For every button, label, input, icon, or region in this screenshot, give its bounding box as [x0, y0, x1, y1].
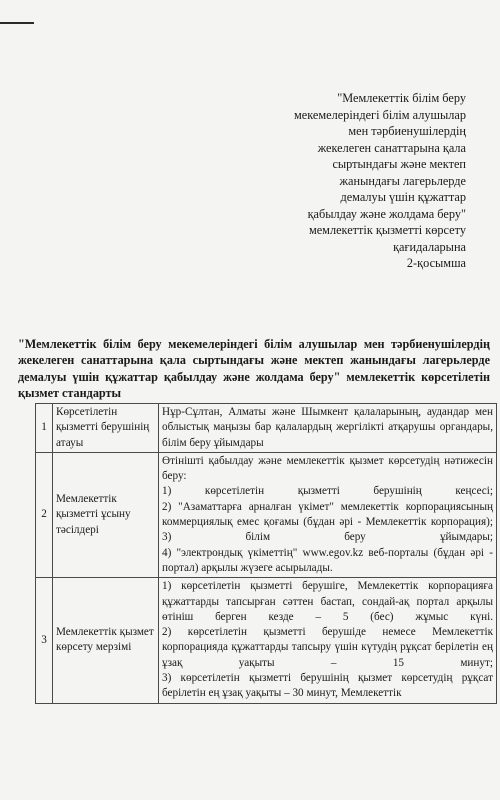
- appendix-line: демалуы үшін құжаттар: [340, 190, 466, 204]
- value-line: 4) "электрондық үкіметтің" www.egov.kz веб-порталы (бұдан әрі - портал) арқылы жүзеге асырылады.: [162, 546, 493, 574]
- appendix-number: 2-қосымша: [406, 256, 466, 270]
- value-line: 3) білім беру ұйымдары;: [162, 531, 493, 544]
- value-line: Нұр-Сұлтан, Алматы және Шымкент қалаларының, аудандар мен облыстық маңызы бар қалалардың жергілікті атқарушы органдары, білім беру ұйымдары: [162, 406, 493, 449]
- row-number: 1: [36, 404, 53, 453]
- document-title: "Мемлекеттік білім беру мекемелеріндегі білім алушылар мен тәрбиенушілердің жекелеген санаттарына қала сыртындағы және мектеп жанындағы лагерьлерде демалуы үшін құжаттар қабылдау және жолдама беру" мемлекеттік көрсетілетін қызмет стандарты: [18, 337, 490, 401]
- row-label: Мемлекеттік қызметті ұсыну тәсілдері: [53, 452, 159, 577]
- appendix-reference: [216, 90, 466, 272]
- row-number: 2: [36, 452, 53, 577]
- table-row: [36, 578, 497, 703]
- appendix-line: қағидаларына: [393, 239, 466, 254]
- appendix-line: қабылдау және жолдама беру": [307, 206, 466, 221]
- appendix-line: мен тәрбиенушілердің: [348, 124, 466, 138]
- row-number: 3: [36, 578, 53, 703]
- appendix-line: "Мемлекеттік білім беру: [337, 91, 466, 105]
- row-label: Көрсетілетін қызметті берушінің атауы: [53, 404, 159, 453]
- value-line: 1) көрсетілетін қызметті берушіге, Мемлекеттік корпорацияға құжаттарды тапсырған сәттен бастап, сондай-ақ портал арқылы өтініш берген кезде – 5 (бес) жұмыс күні.: [162, 580, 493, 623]
- standard-table: [35, 403, 497, 704]
- value-line: 2) "Азаматтарға арналған үкімет" мемлекеттік корпорациясының коммерциялық емес қоғамы (бұдан әрі - Мемлекеттік корпорация);: [162, 500, 493, 529]
- appendix-line: мемлекеттік қызметті көрсету: [308, 223, 466, 237]
- appendix-line: мекемелеріндегі білім алушылар: [293, 107, 466, 122]
- value-line: 2) көрсетілетін қызметті берушіде немесе Мемлекеттік корпорацияда құжаттарды тапсыру үшін күтудің рұқсат берілетін ең ұзақ уақыты – 15 минут;: [162, 626, 493, 669]
- value-line: 1) көрсетілетін қызметті берушінің кеңсесі;: [162, 485, 493, 498]
- page-edge-mark: [0, 22, 34, 24]
- table-row: [36, 404, 497, 453]
- row-value: [159, 452, 497, 577]
- row-value: [159, 578, 497, 703]
- appendix-line: жекелеген санаттарына қала: [317, 140, 466, 155]
- appendix-line: сыртындағы және мектеп: [332, 157, 466, 171]
- row-value: [159, 404, 497, 453]
- value-line: Өтінішті қабылдау және мемлекеттік қызмет көрсетудің нәтижесін беру:: [162, 454, 493, 483]
- appendix-line: жанындағы лагерьлерде: [339, 173, 466, 188]
- value-line: 3) көрсетілетін қызметті берушінің қызмет көрсетудің рұқсат берілетін ең ұзақ уақыты – 30 минут, Мемлекеттік: [162, 672, 493, 700]
- table-row: [36, 452, 497, 577]
- row-label: Мемлекеттік қызмет көрсету мерзімі: [53, 578, 159, 703]
